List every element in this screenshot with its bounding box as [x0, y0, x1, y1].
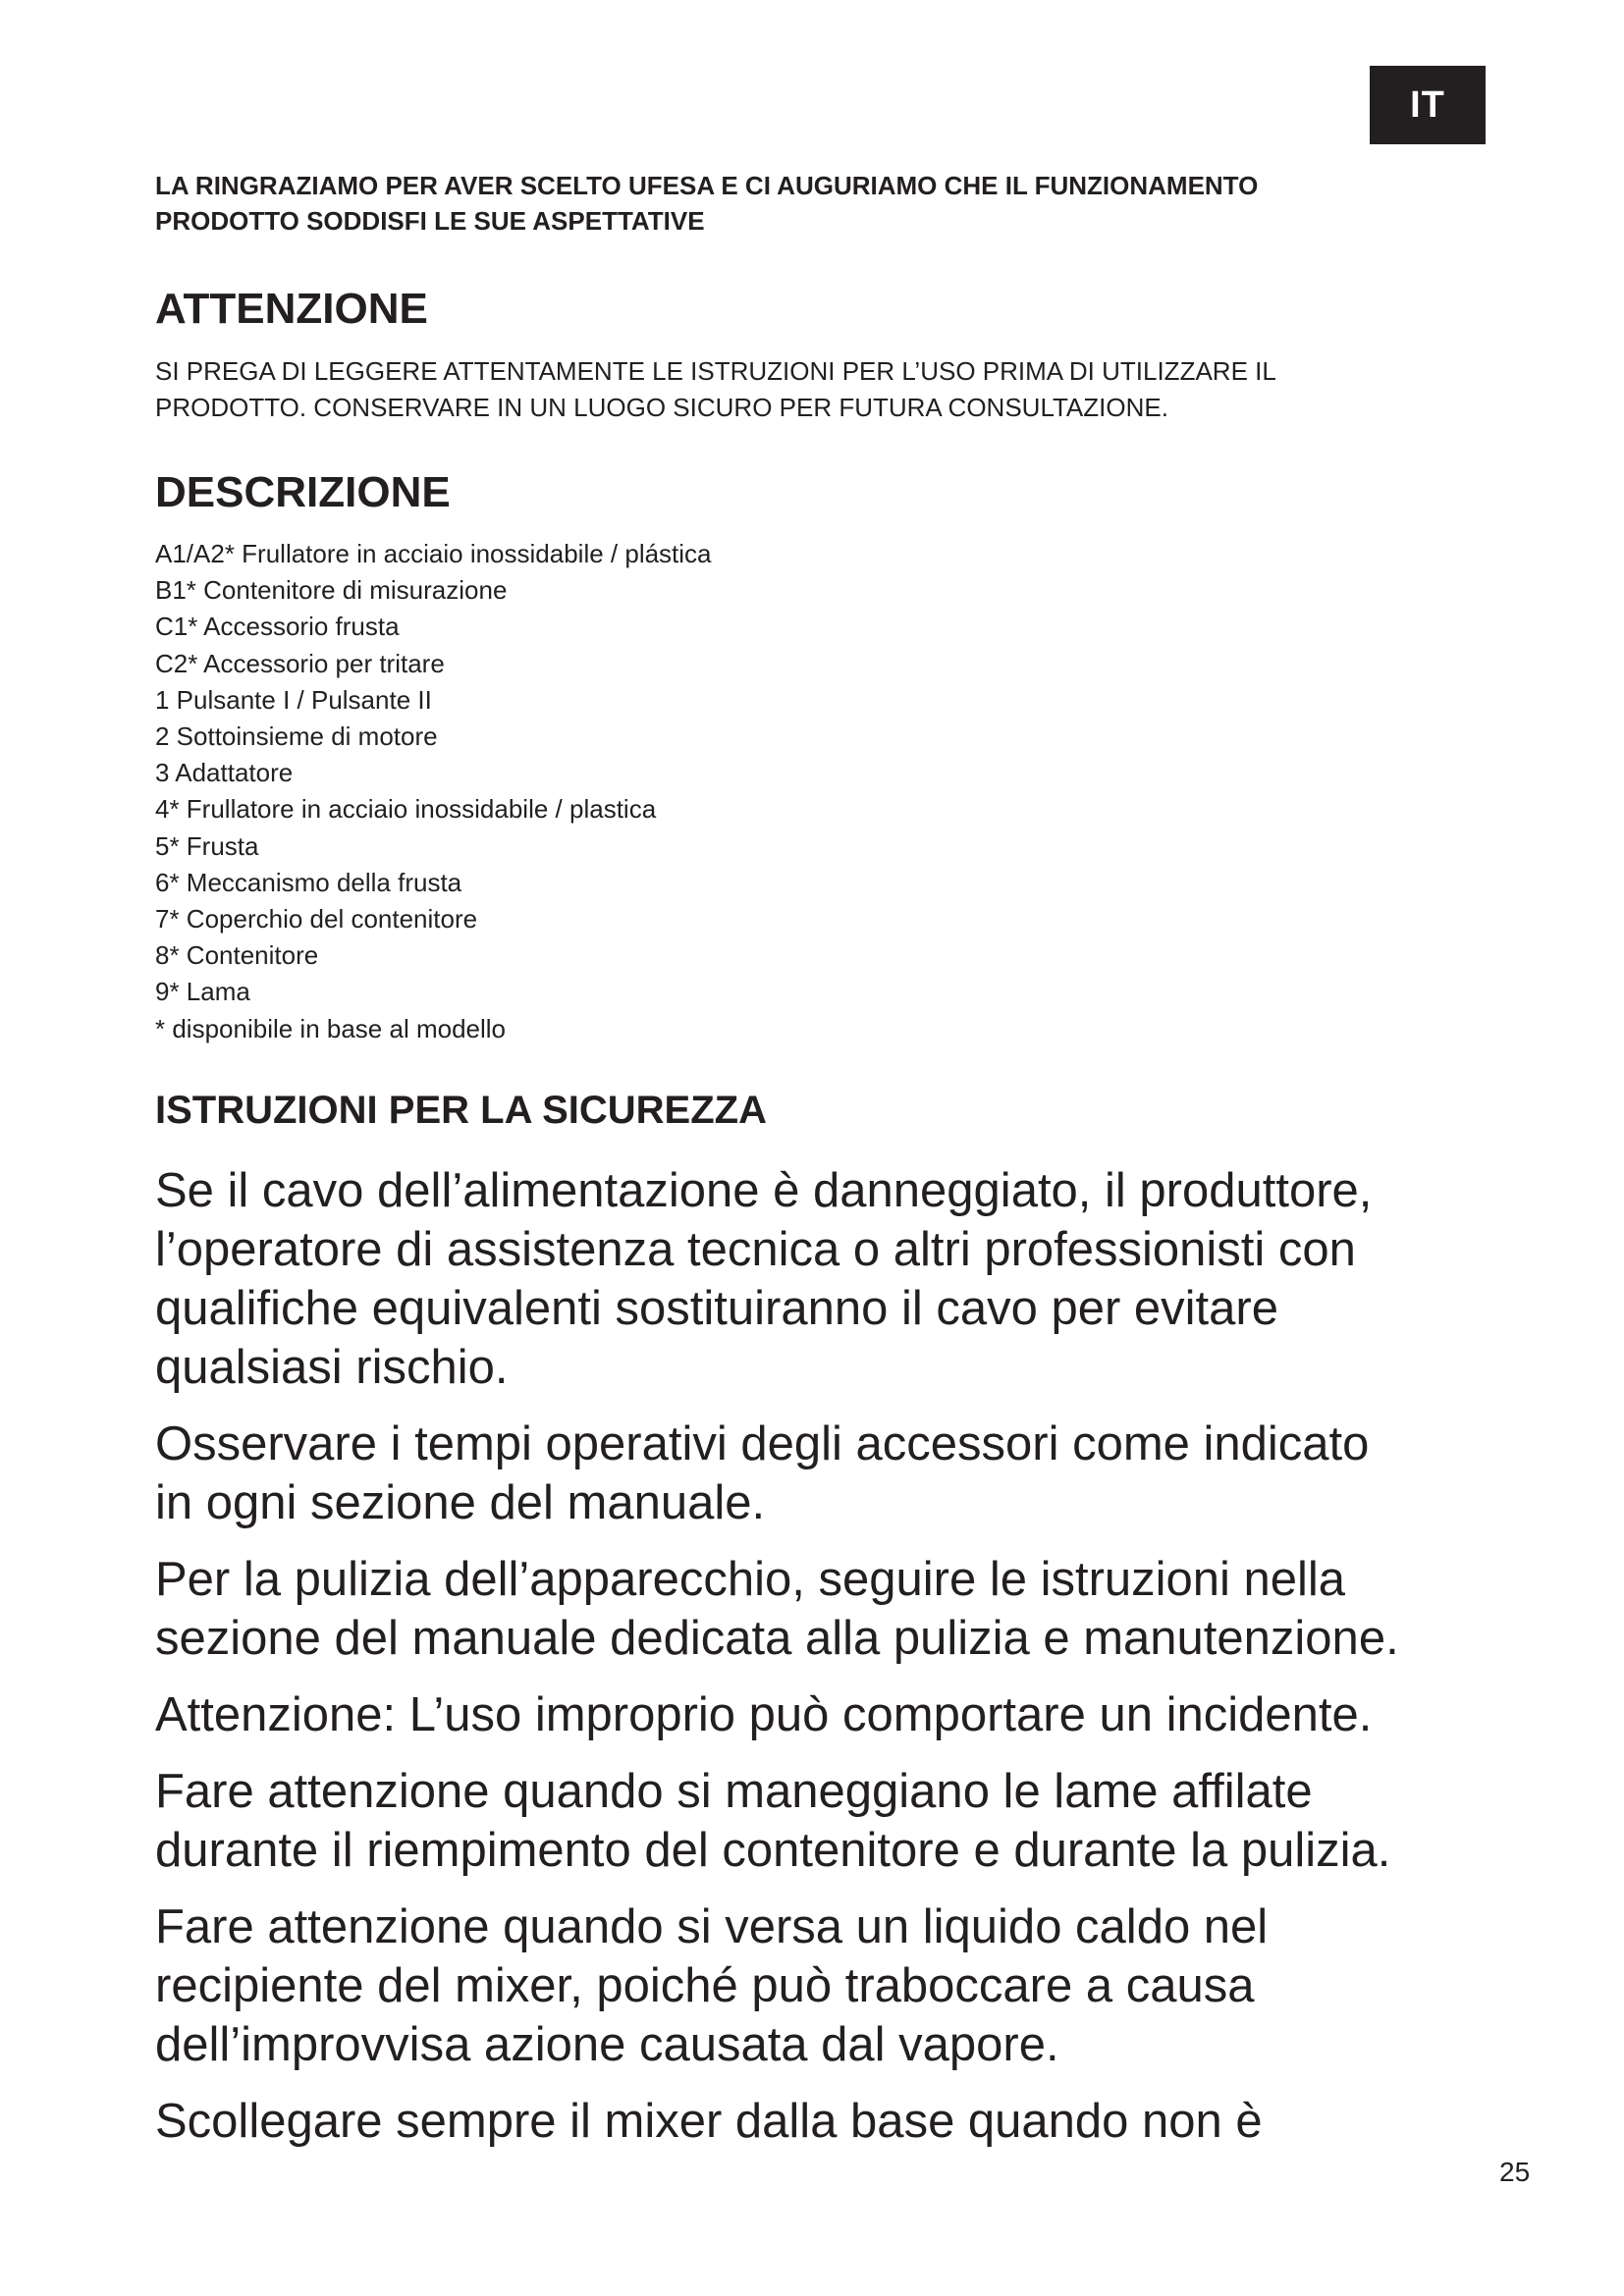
- list-item: B1* Contenitore di misurazione: [155, 575, 508, 606]
- intro-line: PRODOTTO SODDISFI LE SUE ASPETTATIVE: [155, 206, 705, 236]
- safety-line: Fare attenzione quando si versa un liquido caldo nel: [155, 1900, 1269, 1953]
- list-item: A1/A2* Frullatore in acciaio inossidabile / plástica: [155, 539, 712, 568]
- list-item: 6* Meccanismo della frusta: [155, 867, 462, 897]
- descrizione-heading: DESCRIZIONE: [155, 468, 451, 516]
- safety-line: in ogni sezione del manuale.: [155, 1476, 766, 1529]
- safety-line: qualsiasi rischio.: [155, 1341, 509, 1394]
- safety-line: Attenzione: L’uso improprio può comportare un incidente.: [155, 1688, 1373, 1741]
- safety-instructions: [155, 1161, 1530, 2168]
- safety-line: l’operatore di assistenza tecnica o altri professionisti con: [155, 1223, 1356, 1276]
- safety-paragraph: [155, 1161, 1530, 1397]
- model-availability-note: * disponibile in base al modello: [155, 1014, 507, 1043]
- list-item: C1* Accessorio frusta: [155, 612, 400, 642]
- page-number: 25: [1499, 2157, 1531, 2187]
- list-item: 4* Frullatore in acciaio inossidabile / plastica: [155, 794, 657, 825]
- list-item: 7* Coperchio del contenitore: [155, 904, 478, 934]
- list-item: 9* Lama: [155, 977, 250, 1007]
- notice-line: SI PREGA DI LEGGERE ATTENTAMENTE LE ISTRUZIONI PER L’USO PRIMA DI UTILIZZARE IL: [155, 356, 1276, 386]
- safety-line: Se il cavo dell’alimentazione è danneggiato, il produttore,: [155, 1164, 1373, 1217]
- safety-line: dell’improvvisa azione causata dal vapore.: [155, 2018, 1059, 2071]
- attenzione-notice: [155, 353, 1432, 426]
- safety-line: qualifiche equivalenti sostituiranno il cavo per evitare: [155, 1282, 1278, 1335]
- safety-line: sezione del manuale dedicata alla pulizia e manutenzione.: [155, 1612, 1399, 1665]
- notice-line: PRODOTTO. CONSERVARE IN UN LUOGO SICURO PER FUTURA CONSULTAZIONE.: [155, 393, 1168, 422]
- list-item: 3 Adattatore: [155, 758, 294, 788]
- safety-line: Per la pulizia dell’apparecchio, seguire le istruzioni nella: [155, 1553, 1346, 1606]
- list-item: 5* Frusta: [155, 830, 259, 861]
- safety-line: Osservare i tempi operativi degli accessori come indicato: [155, 1417, 1370, 1470]
- safety-line: durante il riempimento del contenitore e durante la pulizia.: [155, 1824, 1391, 1877]
- safety-paragraph: [155, 1897, 1530, 2074]
- attenzione-heading: ATTENZIONE: [155, 285, 428, 333]
- language-badge: IT: [1370, 66, 1486, 144]
- safety-line: recipiente del mixer, poiché può traboccare a causa: [155, 1959, 1255, 2012]
- safety-line: Fare attenzione quando si maneggiano le lame affilate: [155, 1765, 1313, 1818]
- sicurezza-heading: ISTRUZIONI PER LA SICUREZZA: [155, 1089, 767, 1132]
- safety-paragraph: [155, 1415, 1530, 1532]
- parts-list: [155, 536, 712, 1011]
- list-item: 2 Sottoinsieme di motore: [155, 721, 438, 752]
- list-item: 8* Contenitore: [155, 940, 319, 971]
- intro-text: [155, 168, 1432, 239]
- safety-paragraph: [155, 1762, 1530, 1880]
- list-item: 1 Pulsante I / Pulsante II: [155, 684, 432, 715]
- safety-paragraph: [155, 2092, 1530, 2151]
- intro-line: LA RINGRAZIAMO PER AVER SCELTO UFESA E CI AUGURIAMO CHE IL FUNZIONAMENTO: [155, 171, 1259, 200]
- safety-paragraph: [155, 1685, 1530, 1744]
- safety-paragraph: [155, 1550, 1530, 1668]
- list-item: C2* Accessorio per tritare: [155, 648, 445, 678]
- safety-line: Scollegare sempre il mixer dalla base quando non è: [155, 2095, 1263, 2148]
